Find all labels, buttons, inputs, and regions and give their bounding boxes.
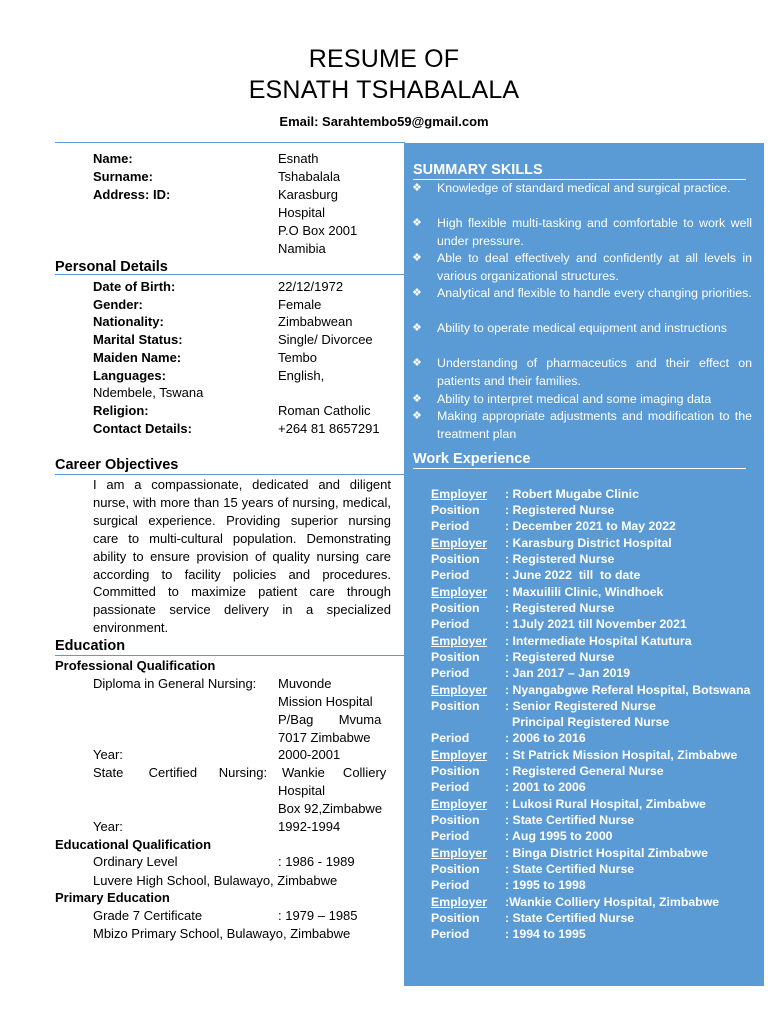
position-label: Position — [431, 813, 480, 827]
employer-value: : Karasburg District Hospital — [505, 536, 672, 550]
position-row — [431, 649, 761, 665]
diploma-label: Diploma in General Nursing: — [93, 676, 257, 691]
position-label: Position — [431, 764, 480, 778]
name-row — [93, 150, 403, 168]
skill-text: Ability to interpret medical and some imaging data — [437, 392, 712, 406]
bullet-diamond-icon: ❖ — [412, 357, 422, 369]
employer-label: Employer — [431, 748, 488, 762]
scn-label: State Certified Nursing: — [93, 765, 268, 780]
employer-label: Employer — [431, 634, 488, 648]
period-label: Period — [431, 666, 470, 680]
contact-label: Contact Details: — [93, 421, 192, 436]
period-value: : 1994 to 1995 — [505, 927, 586, 941]
position-value: : State Certified Nurse — [505, 862, 635, 876]
religion-label: Religion: — [93, 403, 149, 418]
contact-row — [93, 420, 403, 438]
religion-value: Roman Catholic — [278, 403, 371, 418]
period-row — [431, 665, 761, 681]
bullet-diamond-icon: ❖ — [412, 182, 422, 194]
period-row — [431, 518, 761, 534]
marital-label: Marital Status: — [93, 332, 183, 347]
position-value: : Registered Nurse — [505, 650, 615, 664]
employer-label: Employer — [431, 487, 488, 501]
professional-qualification-heading: Professional Qualification — [55, 658, 216, 673]
career-objectives-heading: Career Objectives — [55, 457, 179, 473]
employer-label: Employer — [431, 895, 488, 909]
employer-value: : Maxuilili Clinic, Windhoek — [505, 585, 664, 599]
skill-text: Analytical and flexible to handle every changing priorities. — [437, 286, 752, 300]
diploma-year: 2000-2001 — [278, 747, 341, 762]
position-label: Position — [431, 699, 480, 713]
work-experience-heading: Work Experience — [413, 451, 531, 467]
employer-row — [431, 747, 761, 763]
period-row — [431, 779, 761, 795]
period-label: Period — [431, 927, 470, 941]
period-row — [431, 567, 761, 583]
employer-label: Employer — [431, 846, 488, 860]
education-divider — [55, 655, 405, 656]
nationality-value: Zimbabwean — [278, 314, 353, 329]
position-label: Position — [431, 650, 480, 664]
employer-value: : Intermediate Hospital Katutura — [505, 634, 692, 648]
skill-item — [412, 215, 752, 250]
gender-value: Female — [278, 297, 322, 312]
dob-value: 22/12/1972 — [278, 279, 344, 294]
skill-item — [412, 391, 752, 409]
languages-label: Languages: — [93, 368, 166, 383]
address-row — [93, 186, 403, 204]
employer-value: : St Patrick Mission Hospital, Zimbabwe — [505, 748, 738, 762]
position-row — [431, 502, 761, 518]
bullet-diamond-icon: ❖ — [412, 217, 422, 229]
position-value: : Senior Registered Nurse — [505, 699, 657, 713]
dob-label: Date of Birth: — [93, 279, 176, 294]
diploma-institution-2: Mission Hospital — [278, 694, 373, 709]
summary-skills-heading: SUMMARY SKILLS — [413, 162, 543, 178]
maiden-label: Maiden Name: — [93, 350, 182, 365]
surname-label: Surname: — [93, 169, 153, 184]
diploma-institution-4: 7017 Zimbabwe — [278, 730, 371, 745]
grade7-label: Grade 7 Certificate — [93, 908, 203, 923]
position-value: : State Certified Nurse — [505, 813, 635, 827]
skill-item — [412, 180, 752, 198]
period-label: Period — [431, 780, 470, 794]
position-row — [431, 763, 761, 779]
scn-institution-2: Hospital — [278, 783, 325, 798]
career-objectives-text: I am a compassionate, dedicated and diligent nurse, with more than 15 years of nursing, medical, surgical experience. Providing superior nursing care to multi-cultural population. Demonstrating ability to ensure provision of quality nursing care according to facility policies and procedures. Committed to maximize patient care through passionate service delivery in a specialized environment. — [93, 477, 391, 636]
primary-education-heading: Primary Education — [55, 890, 170, 905]
top-divider — [55, 142, 405, 143]
scn-institution-1: Wankie Colliery — [282, 765, 387, 780]
skill-item — [412, 285, 752, 303]
employer-row — [431, 682, 761, 698]
skill-item — [412, 320, 752, 338]
skill-text: Knowledge of standard medical and surgical practice. — [437, 181, 731, 195]
position-label: Position — [431, 862, 480, 876]
position-value: : State Certified Nurse — [505, 911, 635, 925]
position-label: Position — [431, 911, 480, 925]
employer-value: : Robert Mugabe Clinic — [505, 487, 639, 501]
employer-label: Employer — [431, 536, 488, 550]
resume-header — [0, 44, 768, 129]
marital-row — [93, 331, 403, 349]
skill-text: Ability to operate medical equipment and instructions — [437, 321, 727, 335]
personal-details-heading: Personal Details — [55, 259, 168, 275]
scn-year-label: Year: — [93, 819, 123, 834]
address-line1: Karasburg — [278, 187, 338, 202]
period-value: : 2006 to 2016 — [505, 731, 586, 745]
address-line2: Hospital — [278, 205, 325, 220]
work-underline — [413, 468, 746, 469]
period-row — [431, 730, 761, 746]
period-label: Period — [431, 731, 470, 745]
surname-row — [93, 168, 403, 186]
ordinary-level-years: : 1986 - 1989 — [278, 854, 355, 869]
period-label: Period — [431, 617, 470, 631]
grade7-years: : 1979 – 1985 — [278, 908, 358, 923]
right-panel — [404, 143, 764, 986]
diploma-year-label: Year: — [93, 747, 123, 762]
employer-label: Employer — [431, 683, 488, 697]
period-label: Period — [431, 829, 470, 843]
dob-row — [93, 278, 403, 296]
diploma-institution-1: Muvonde — [278, 676, 332, 691]
period-row — [431, 828, 761, 844]
bullet-diamond-icon: ❖ — [412, 410, 422, 422]
position-row — [431, 698, 761, 714]
address-line3: P.O Box 2001 — [278, 223, 358, 238]
name-label: Name: — [93, 151, 133, 166]
contact-value: +264 81 8657291 — [278, 421, 380, 436]
gender-label: Gender: — [93, 297, 143, 312]
period-row — [431, 877, 761, 893]
ordinary-level-label: Ordinary Level — [93, 854, 178, 869]
bullet-diamond-icon: ❖ — [412, 287, 422, 299]
languages-row-2 — [93, 384, 403, 402]
bullet-diamond-icon: ❖ — [412, 322, 422, 334]
period-value: : June 2022 till to date — [505, 568, 641, 582]
employer-row — [431, 894, 761, 910]
bullet-diamond-icon: ❖ — [412, 252, 422, 264]
period-value: : December 2021 to May 2022 — [505, 519, 676, 533]
resume-title-line2: ESNATH TSHABALALA — [248, 76, 520, 104]
resume-title-line1: RESUME OF — [308, 45, 460, 73]
address-line4: Namibia — [278, 241, 326, 256]
address-row-2 — [93, 204, 403, 222]
position-value: : Registered Nurse — [505, 601, 615, 615]
nationality-row — [93, 313, 403, 331]
employer-label: Employer — [431, 585, 488, 599]
period-label: Period — [431, 519, 470, 533]
languages-row — [93, 367, 403, 385]
period-label: Period — [431, 878, 470, 892]
gender-row — [93, 296, 403, 314]
employer-row — [431, 845, 761, 861]
address-row-3 — [93, 222, 403, 240]
email-line: Email: Sarahtembo59@gmail.com — [279, 114, 489, 129]
nationality-label: Nationality: — [93, 314, 164, 329]
scn-institution-3: Box 92,Zimbabwe — [278, 801, 383, 816]
name-value: Esnath — [278, 151, 319, 166]
position-row-2 — [431, 714, 761, 730]
maiden-value: Tembo — [278, 350, 318, 365]
diploma-institution-3: P/Bag Mvuma — [278, 712, 382, 727]
position-label: Position — [431, 552, 480, 566]
period-row — [431, 926, 761, 942]
skill-text: High flexible multi-tasking and comfortable to work well under pressure. — [437, 216, 752, 248]
position-label: Position — [431, 601, 480, 615]
position-row — [431, 600, 761, 616]
employer-row — [431, 535, 761, 551]
grade7-school: Mbizo Primary School, Bulawayo, Zimbabwe — [93, 926, 351, 941]
skill-item — [412, 355, 752, 390]
period-value: : 1995 to 1998 — [505, 878, 586, 892]
position-value: : Registered General Nurse — [505, 764, 664, 778]
bullet-diamond-icon: ❖ — [412, 393, 422, 405]
skill-item — [412, 408, 752, 443]
skill-text: Understanding of pharmaceutics and their effect on patients and their families. — [437, 356, 752, 388]
educational-qualification-heading: Educational Qualification — [55, 837, 212, 852]
position-value: : Registered Nurse — [505, 503, 615, 517]
period-label: Period — [431, 568, 470, 582]
employer-row — [431, 486, 761, 502]
scn-year: 1992-1994 — [278, 819, 341, 834]
employer-row — [431, 796, 761, 812]
position-row — [431, 861, 761, 877]
languages-continued: Ndembele, Tswana — [93, 385, 204, 400]
position-row — [431, 910, 761, 926]
religion-row — [93, 402, 403, 420]
period-value: : 2001 to 2006 — [505, 780, 586, 794]
position-value: : Registered Nurse — [505, 552, 615, 566]
maiden-row — [93, 349, 403, 367]
employer-value: : Nyangabgwe Referal Hospital, Botswana — [505, 683, 751, 697]
skill-text: Able to deal effectively and confidently at all levels in various organizational structures. — [437, 251, 752, 283]
employer-row — [431, 584, 761, 600]
career-divider — [55, 474, 405, 475]
period-value: : Jan 2017 – Jan 2019 — [505, 666, 631, 680]
surname-value: Tshabalala — [278, 169, 341, 184]
position-row — [431, 812, 761, 828]
employer-label: Employer — [431, 797, 488, 811]
address-row-4 — [93, 240, 403, 258]
marital-value: Single/ Divorcee — [278, 332, 373, 347]
address-label: Address: ID: — [93, 187, 171, 202]
period-value: : Aug 1995 to 2000 — [505, 829, 613, 843]
position-value-2: Principal Registered Nurse — [512, 715, 670, 729]
employer-row — [431, 633, 761, 649]
position-label: Position — [431, 503, 480, 517]
languages-value: English, — [278, 368, 325, 383]
education-heading: Education — [55, 638, 126, 654]
employer-value: :Wankie Colliery Hospital, Zimbabwe — [505, 895, 720, 909]
ordinary-level-school: Luvere High School, Bulawayo, Zimbabwe — [93, 873, 338, 888]
position-row — [431, 551, 761, 567]
period-value: : 1July 2021 till November 2021 — [505, 617, 687, 631]
personal-divider — [55, 274, 405, 275]
skill-item — [412, 250, 752, 285]
skill-text: Making appropriate adjustments and modification to the treatment plan — [437, 409, 752, 441]
period-row — [431, 616, 761, 632]
employer-value: : Lukosi Rural Hospital, Zimbabwe — [505, 797, 706, 811]
employer-value: : Binga District Hospital Zimbabwe — [505, 846, 708, 860]
